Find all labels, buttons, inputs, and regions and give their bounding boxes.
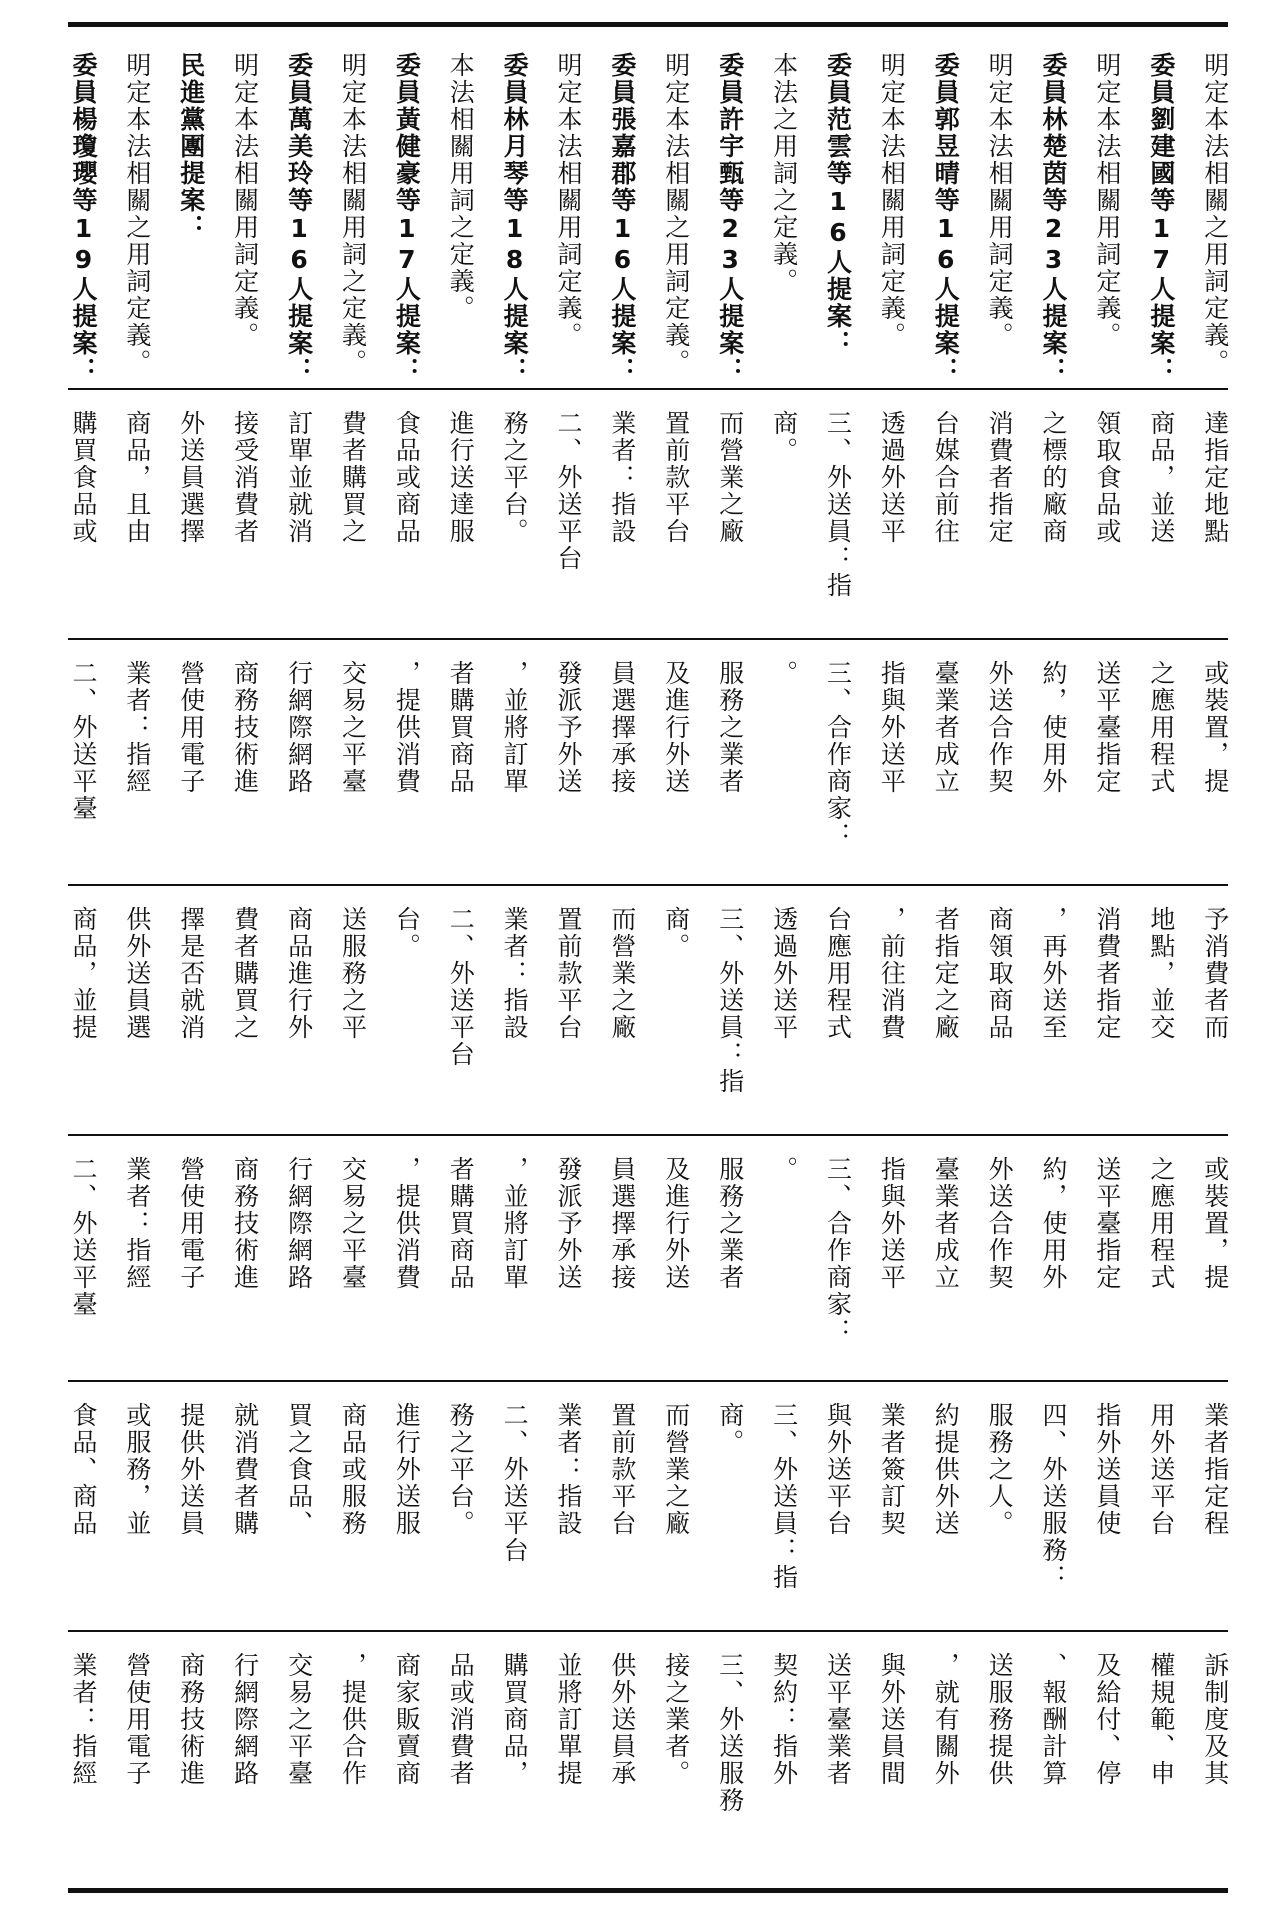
text-column: 供外送員承 — [607, 1652, 637, 1787]
text-column: 而營業之廠 — [607, 906, 637, 1041]
text-column: ，再外送至 — [1039, 906, 1069, 1041]
text-column: 二、外送平臺 — [69, 660, 98, 822]
text-column: 擇是否就消 — [176, 906, 206, 1041]
table-row-section-1 — [68, 1634, 1228, 1884]
text-column: 或服務，並 — [122, 1402, 152, 1537]
text-column: 購買食品或 — [69, 410, 98, 545]
text-column: 或裝置，提 — [1200, 660, 1230, 795]
text-column: 臺業者成立 — [931, 1156, 961, 1291]
table-row-section-3 — [68, 1138, 1228, 1378]
text-column: 供外送員選 — [122, 906, 152, 1041]
text-column: 消費者指定 — [1092, 906, 1122, 1041]
text-column: 接之業者。 — [661, 1652, 691, 1787]
text-column: 營使用電子 — [122, 1652, 152, 1787]
text-column: ，並將訂單 — [500, 660, 530, 795]
text-column: 明定本法相關用詞定義。 — [1092, 52, 1122, 349]
text-column: 台。 — [392, 906, 422, 960]
text-column: 業者：指設 — [607, 410, 637, 545]
table-row-section-6 — [68, 392, 1228, 636]
text-column: ，前往消費 — [877, 906, 907, 1041]
text-column: ，提供消費 — [392, 1156, 422, 1291]
text-column: 之應用程式 — [1146, 660, 1176, 795]
text-column: 或裝置，提 — [1200, 1156, 1230, 1291]
text-column: 者購買商品 — [446, 1156, 476, 1291]
text-column: 明定本法相關用詞定義。 — [985, 52, 1015, 349]
text-column: 明定本法相關用詞定義。 — [554, 52, 584, 349]
text-column: 訂單並就消 — [284, 410, 314, 545]
text-column: 三、外送員：指 — [715, 906, 745, 1095]
text-column: 員選擇承接 — [607, 1156, 637, 1291]
text-column: 商務技術進 — [230, 660, 260, 795]
text-column: 消費者指定 — [985, 410, 1015, 545]
text-column: 業者簽訂契 — [877, 1402, 907, 1537]
text-column: 。 — [769, 660, 799, 687]
text-column: 商品或服務 — [338, 1402, 368, 1537]
text-column: 明定本法相關之用詞定義。 — [122, 52, 152, 376]
text-column: 明定本法相關之用詞定義。 — [1200, 52, 1230, 376]
text-column: 置前款平台 — [554, 906, 584, 1041]
text-column: 透過外送平 — [769, 906, 799, 1041]
proposal-heading: 委員郭昱晴等16人提案： — [931, 52, 961, 384]
text-column: 交易之平臺 — [338, 660, 368, 795]
row-divider — [68, 884, 1228, 886]
text-column: 三、合作商家： — [823, 660, 853, 849]
bottom-rule — [68, 1888, 1228, 1893]
text-column: 達指定地點 — [1200, 410, 1230, 545]
table-row-section-7-proposals — [68, 34, 1228, 386]
text-column: 交易之平臺 — [284, 1652, 314, 1787]
text-column: ，並將訂單 — [500, 1156, 530, 1291]
text-column: 外送員選擇 — [176, 410, 206, 545]
proposal-heading: 委員林月琴等18人提案： — [500, 52, 530, 384]
text-column: 商。 — [715, 1402, 745, 1456]
text-column: 費者購買之 — [230, 906, 260, 1041]
text-column: 費者購買之 — [338, 410, 368, 545]
text-column: 權規範、申 — [1146, 1652, 1176, 1787]
top-rule — [68, 22, 1228, 27]
row-divider — [68, 638, 1228, 640]
text-column: 置前款平台 — [607, 1402, 637, 1537]
text-column: 送服務之平 — [338, 906, 368, 1041]
text-column: 置前款平台 — [661, 410, 691, 545]
text-column: 商領取商品 — [985, 906, 1015, 1041]
text-column: 商家販賣商 — [392, 1652, 422, 1787]
text-column: 明定本法相關用詞之定義。 — [338, 52, 368, 376]
text-column: 指與外送平 — [877, 660, 907, 795]
text-column: 外送合作契 — [985, 660, 1015, 795]
text-column: 業者：指經 — [122, 660, 152, 795]
text-column: 業者：指設 — [500, 906, 530, 1041]
text-column: 而營業之廠 — [661, 1402, 691, 1537]
text-column: 訴制度及其 — [1200, 1652, 1230, 1787]
text-column: 業者：指經 — [69, 1652, 98, 1787]
text-column: 食品、商品 — [69, 1402, 98, 1537]
proposal-heading: 委員張嘉郡等16人提案： — [607, 52, 637, 384]
text-column: 送平臺業者 — [823, 1652, 853, 1787]
text-column: 食品或商品 — [392, 410, 422, 545]
text-column: 及進行外送 — [661, 660, 691, 795]
row-divider — [68, 1134, 1228, 1136]
text-column: 送服務提供 — [985, 1652, 1015, 1787]
text-column: 服務之人。 — [985, 1402, 1015, 1537]
text-column: 營使用電子 — [176, 660, 206, 795]
text-column: 商品，並送 — [1146, 410, 1176, 545]
text-column: 務之平台。 — [500, 410, 530, 545]
proposal-heading: 委員黃健豪等17人提案： — [392, 52, 422, 384]
text-column: 二、外送平臺 — [69, 1156, 98, 1318]
text-column: ，就有關外 — [931, 1652, 961, 1787]
text-column: 發派予外送 — [554, 1156, 584, 1291]
text-column: 接受消費者 — [230, 410, 260, 545]
text-column: 台媒合前往 — [931, 410, 961, 545]
text-column: 、報酬計算 — [1039, 1652, 1069, 1787]
text-column: 業者：指設 — [554, 1402, 584, 1537]
text-column: 外送合作契 — [985, 1156, 1015, 1291]
text-column: 與外送員間 — [877, 1652, 907, 1787]
text-column: 行網際網路 — [284, 660, 314, 795]
row-divider — [68, 388, 1228, 390]
text-column: 三、合作商家： — [823, 1156, 853, 1345]
proposal-heading: 委員劉建國等17人提案： — [1146, 52, 1176, 384]
table-row-section-2 — [68, 1384, 1228, 1628]
text-column: 台應用程式 — [823, 906, 853, 1041]
text-column: 商品，並提 — [69, 906, 98, 1041]
proposal-heading: 委員萬美玲等16人提案： — [284, 52, 314, 384]
text-column: 就消費者購 — [230, 1402, 260, 1537]
text-column: 明定本法相關之用詞定義。 — [661, 52, 691, 376]
text-column: 約提供外送 — [931, 1402, 961, 1537]
text-column: 商務技術進 — [230, 1156, 260, 1291]
text-column: 購買商品， — [500, 1652, 530, 1787]
text-column: 二、外送平台 — [554, 410, 584, 572]
row-divider — [68, 1630, 1228, 1632]
text-column: 明定本法相關用詞定義。 — [230, 52, 260, 349]
text-column: 並將訂單提 — [554, 1652, 584, 1787]
proposal-heading: 民進黨團提案： — [176, 52, 206, 241]
text-column: 服務之業者 — [715, 1156, 745, 1291]
row-divider — [68, 1380, 1228, 1382]
text-column: 三、外送員：指 — [823, 410, 853, 599]
text-column: 地點，並交 — [1146, 906, 1176, 1041]
text-column: 臺業者成立 — [931, 660, 961, 795]
text-column: 買之食品、 — [284, 1402, 314, 1537]
text-column: 用外送平台 — [1146, 1402, 1176, 1537]
text-column: 約，使用外 — [1039, 1156, 1069, 1291]
text-column: 品或消費者 — [446, 1652, 476, 1787]
text-column: 予消費者而 — [1200, 906, 1230, 1041]
text-column: 指外送員使 — [1092, 1402, 1122, 1537]
text-column: 與外送平台 — [823, 1402, 853, 1537]
text-column: 。 — [769, 1156, 799, 1183]
text-column: 及進行外送 — [661, 1156, 691, 1291]
text-column: 交易之平臺 — [338, 1156, 368, 1291]
text-column: 業者指定程 — [1200, 1402, 1230, 1537]
text-column: 三、外送員：指 — [769, 1402, 799, 1591]
proposal-heading: 委員楊瓊瓔等19人提案： — [69, 52, 98, 384]
text-column: 而營業之廠 — [715, 410, 745, 545]
text-column: 提供外送員 — [176, 1402, 206, 1537]
proposal-heading: 委員許宇甄等23人提案： — [715, 52, 745, 384]
text-column: 二、外送平台 — [446, 906, 476, 1068]
text-column: 者指定之廠 — [931, 906, 961, 1041]
text-column: 四、外送服務： — [1039, 1402, 1069, 1591]
text-column: 商務技術進 — [176, 1652, 206, 1787]
text-column: 服務之業者 — [715, 660, 745, 795]
text-column: ，提供合作 — [338, 1652, 368, 1787]
text-column: 契約：指外 — [769, 1652, 799, 1787]
text-column: 約，使用外 — [1039, 660, 1069, 795]
text-column: 明定本法相關用詞定義。 — [877, 52, 907, 349]
text-column: 送平臺指定 — [1092, 1156, 1122, 1291]
text-column: 送平臺指定 — [1092, 660, 1122, 795]
text-column: 商品，且由 — [122, 410, 152, 545]
table-row-section-4 — [68, 888, 1228, 1132]
text-column: 領取食品或 — [1092, 410, 1122, 545]
text-column: 行網際網路 — [230, 1652, 260, 1787]
text-column: 進行送達服 — [446, 410, 476, 545]
text-column: 業者：指經 — [122, 1156, 152, 1291]
text-column: 商。 — [661, 906, 691, 960]
text-column: 進行外送服 — [392, 1402, 422, 1537]
text-column: 透過外送平 — [877, 410, 907, 545]
proposal-heading: 委員范雲等16人提案： — [823, 52, 853, 357]
text-column: 者購買商品 — [446, 660, 476, 795]
text-column: 三、外送服務 — [715, 1652, 745, 1814]
text-column: 二、外送平台 — [500, 1402, 530, 1564]
text-column: 行網際網路 — [284, 1156, 314, 1291]
text-column: 發派予外送 — [554, 660, 584, 795]
text-column: 及給付、停 — [1092, 1652, 1122, 1787]
text-column: 商。 — [769, 410, 799, 464]
text-column: 之標的廠商 — [1039, 410, 1069, 545]
text-column: ，提供消費 — [392, 660, 422, 795]
table-row-section-5 — [68, 642, 1228, 882]
text-column: 員選擇承接 — [607, 660, 637, 795]
text-column: 本法之用詞之定義。 — [769, 52, 799, 295]
text-column: 指與外送平 — [877, 1156, 907, 1291]
text-column: 之應用程式 — [1146, 1156, 1176, 1291]
text-column: 本法相關用詞之定義。 — [446, 52, 476, 322]
text-column: 營使用電子 — [176, 1156, 206, 1291]
text-column: 商品進行外 — [284, 906, 314, 1041]
proposal-heading: 委員林楚茵等23人提案： — [1039, 52, 1069, 384]
text-column: 務之平台。 — [446, 1402, 476, 1537]
